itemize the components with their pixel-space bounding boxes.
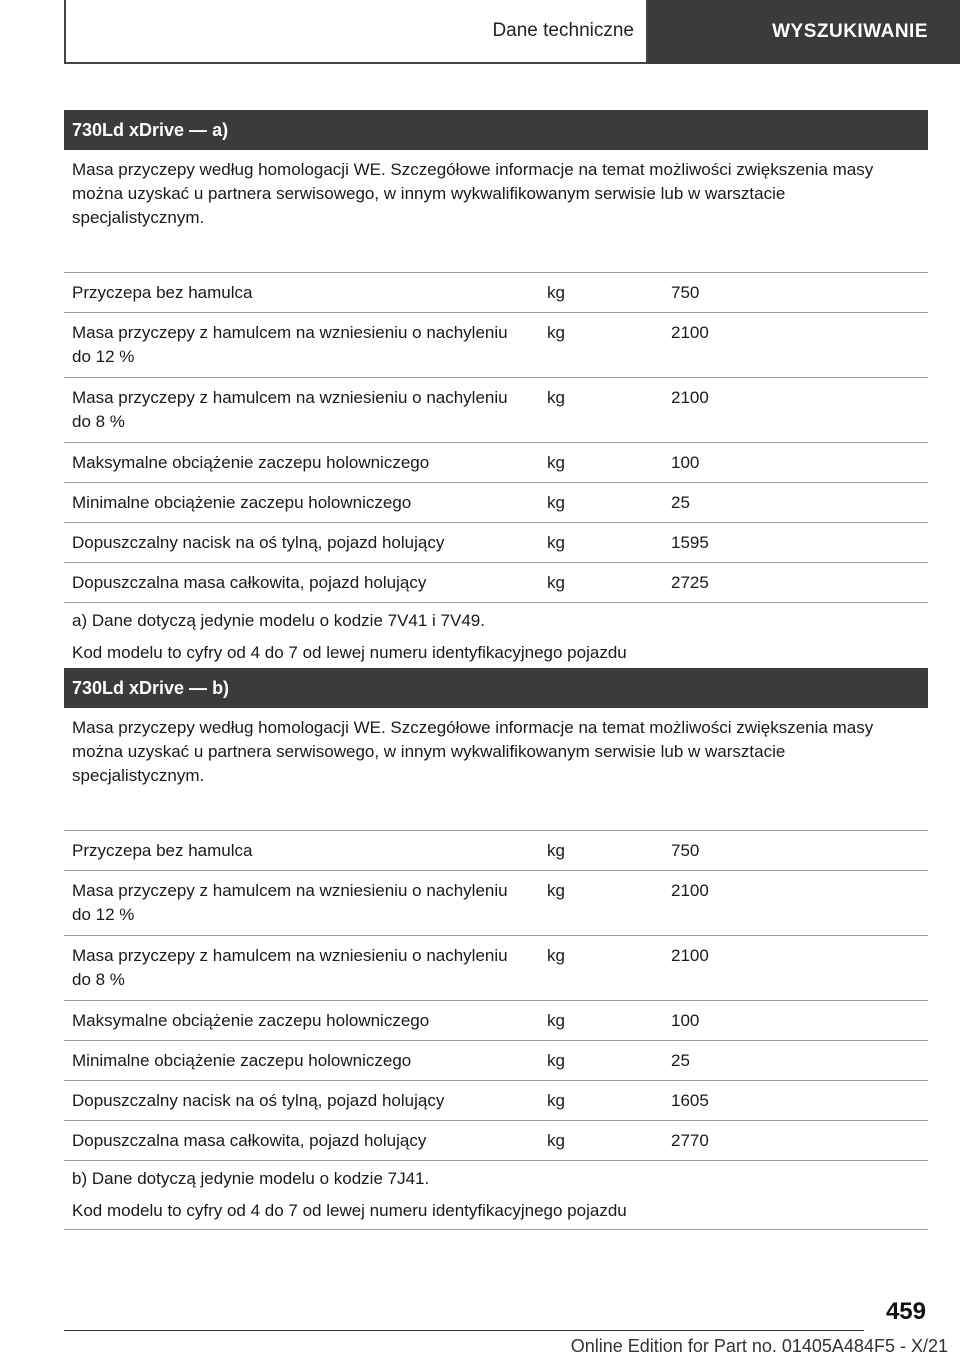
row-unit: kg: [547, 1131, 565, 1150]
row-unit: kg: [547, 493, 565, 512]
footer-divider: [64, 1330, 864, 1331]
section-intro: Masa przyczepy według homologacji WE. Szczegółowe informacje na temat możliwości zwiększenia masy można uzyskać u partnera serwisowego, w innym wykwalifikowanym serwisie lub w warsztacie specjalistycznym.: [64, 708, 928, 831]
row-label: Masa przyczepy z hamulcem na wzniesieniu o nachyleniu do 12 %: [72, 881, 508, 924]
row-label: Masa przyczepy z hamulcem na wzniesieniu o nachyleniu do 8 %: [72, 388, 508, 431]
row-unit: kg: [547, 1051, 565, 1070]
section-intro: Masa przyczepy według homologacji WE. Szczegółowe informacje na temat możliwości zwiększenia masy można uzyskać u partnera serwisowego, w innym wykwalifikowanym serwisie lub w warsztacie specjalistycznym.: [64, 150, 928, 273]
table-row: [64, 443, 928, 483]
row-value: 2100: [671, 388, 709, 407]
table-row: [64, 273, 928, 313]
row-value: 100: [671, 453, 700, 472]
row-label: Minimalne obciążenie zaczepu holowniczego: [72, 493, 412, 512]
row-unit: kg: [547, 946, 565, 965]
model-code-note: Kod modelu to cyfry od 4 do 7 od lewej numeru identyfikacyjnego pojazdu: [72, 643, 627, 662]
table-row: [64, 523, 928, 563]
top-navigation: [64, 0, 960, 64]
row-label: Przyczepa bez hamulca: [72, 283, 253, 302]
table-notes: [64, 1161, 928, 1230]
row-unit: kg: [547, 283, 565, 302]
row-label: Dopuszczalna masa całkowita, pojazd holujący: [72, 573, 427, 592]
row-unit: kg: [547, 533, 565, 552]
table-row: [64, 378, 928, 443]
row-value: 2725: [671, 573, 709, 592]
table-row: [64, 313, 928, 378]
row-value: 1605: [671, 1091, 709, 1110]
table-row: [64, 1001, 928, 1041]
row-unit: kg: [547, 573, 565, 592]
row-label: Dopuszczalny nacisk na oś tylną, pojazd holujący: [72, 533, 445, 552]
footnote: a) Dane dotyczą jedynie modelu o kodzie 7V41 i 7V49.: [72, 611, 485, 630]
row-label: Minimalne obciążenie zaczepu holowniczego: [72, 1051, 412, 1070]
row-unit: kg: [547, 323, 565, 342]
footnote: b) Dane dotyczą jedynie modelu o kodzie 7J41.: [72, 1169, 430, 1188]
row-value: 25: [671, 493, 690, 512]
row-label: Maksymalne obciążenie zaczepu holowniczego: [72, 453, 430, 472]
table-notes: [64, 603, 928, 672]
section-730ld-a: [64, 110, 928, 672]
row-label: Maksymalne obciążenie zaczepu holowniczego: [72, 1011, 430, 1030]
row-value: 2100: [671, 323, 709, 342]
row-value: 2100: [671, 881, 709, 900]
table-row: [64, 1121, 928, 1161]
row-value: 1595: [671, 533, 709, 552]
row-unit: kg: [547, 1091, 565, 1110]
row-label: Przyczepa bez hamulca: [72, 841, 253, 860]
tab-dane-techniczne[interactable]: Dane techniczne: [64, 0, 648, 64]
row-value: 750: [671, 841, 700, 860]
page-number: 459: [885, 1298, 926, 1325]
row-value: 100: [671, 1011, 700, 1030]
section-title: 730Ld xDrive — a): [64, 110, 928, 150]
table-row: [64, 936, 928, 1001]
row-label: Dopuszczalna masa całkowita, pojazd holujący: [72, 1131, 427, 1150]
row-unit: kg: [547, 881, 565, 900]
section-730ld-b: [64, 668, 928, 1230]
row-value: 750: [671, 283, 700, 302]
table-row: [64, 483, 928, 523]
row-value: 2100: [671, 946, 709, 965]
table-row: [64, 563, 928, 603]
section-title: 730Ld xDrive — b): [64, 668, 928, 708]
row-unit: kg: [547, 841, 565, 860]
table-row: [64, 1041, 928, 1081]
row-value: 25: [671, 1051, 690, 1070]
table-row: [64, 871, 928, 936]
model-code-note: Kod modelu to cyfry od 4 do 7 od lewej numeru identyfikacyjnego pojazdu: [72, 1201, 627, 1220]
row-label: Dopuszczalny nacisk na oś tylną, pojazd holujący: [72, 1091, 445, 1110]
row-unit: kg: [547, 453, 565, 472]
row-unit: kg: [547, 1011, 565, 1030]
footer-edition: Online Edition for Part no. 01405A484F5 - X/21: [570, 1336, 948, 1356]
row-label: Masa przyczepy z hamulcem na wzniesieniu o nachyleniu do 8 %: [72, 946, 508, 989]
search-tab[interactable]: WYSZUKIWANIE: [648, 0, 960, 64]
row-label: Masa przyczepy z hamulcem na wzniesieniu o nachyleniu do 12 %: [72, 323, 508, 366]
table-row: [64, 831, 928, 871]
table-row: [64, 1081, 928, 1121]
row-value: 2770: [671, 1131, 709, 1150]
row-unit: kg: [547, 388, 565, 407]
